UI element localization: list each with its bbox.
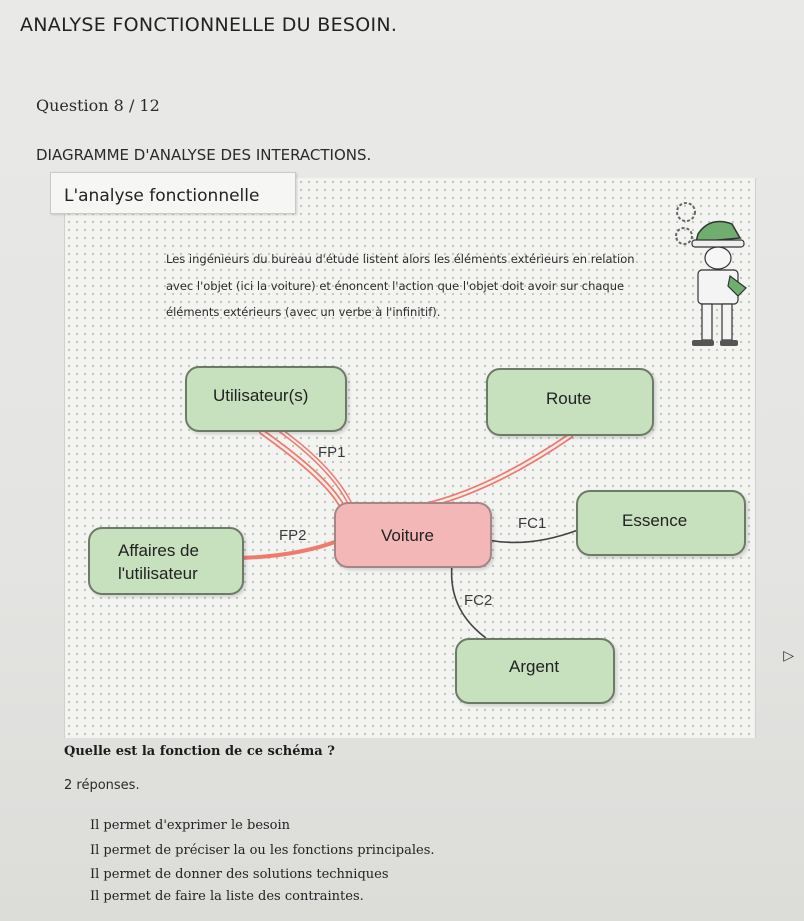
triangle-marker-icon: ▷ xyxy=(783,648,794,664)
node-utilisateur xyxy=(185,366,347,432)
page-title: ANALYSE FONCTIONNELLE DU BESOIN. xyxy=(20,14,398,36)
fc1-label: FC1 xyxy=(518,515,547,532)
node-essence-label: Essence xyxy=(622,511,688,530)
engineer-mascot-icon xyxy=(668,194,750,360)
answer-option-3[interactable]: Il permet de donner des solutions techniques xyxy=(90,867,389,882)
node-affaires-label-2: l'utilisateur xyxy=(118,564,198,583)
node-route xyxy=(486,368,654,436)
panel-tab-title: L'analyse fonctionnelle xyxy=(64,186,260,206)
fc2-label: FC2 xyxy=(464,592,493,609)
node-affaires-label-1: Affaires de xyxy=(118,541,199,560)
intro-line-3: éléments extérieurs (avec un verbe à l'infinitif). xyxy=(166,305,441,319)
node-affaires xyxy=(88,527,244,595)
node-route-label: Route xyxy=(546,389,592,408)
node-essence xyxy=(576,490,746,556)
answer-option-2[interactable]: Il permet de préciser la ou les fonctions principales. xyxy=(90,843,435,858)
intro-line-2: avec l'objet (ici la voiture) et énoncent l'action que l'objet doit avoir sur chaque xyxy=(166,279,625,293)
node-argent-label: Argent xyxy=(509,657,560,676)
node-voiture-label: Voiture xyxy=(381,526,434,545)
node-voiture xyxy=(334,502,492,568)
fp2-label: FP2 xyxy=(279,527,307,544)
quiz-question: Quelle est la fonction de ce schéma ? xyxy=(64,744,335,759)
question-counter: Question 8 / 12 xyxy=(36,96,160,115)
answer-option-1[interactable]: Il permet d'exprimer le besoin xyxy=(90,818,291,833)
intro-line-1: Les ingénieurs du bureau d'étude listent alors les éléments extérieurs en relation xyxy=(166,252,635,266)
answers-count: 2 réponses. xyxy=(64,778,140,793)
fp1-label: FP1 xyxy=(318,444,346,461)
answer-option-4[interactable]: Il permet de faire la liste des contraintes. xyxy=(90,889,364,904)
node-utilisateur-label: Utilisateur(s) xyxy=(213,386,309,405)
section-title: DIAGRAMME D'ANALYSE DES INTERACTIONS. xyxy=(36,146,372,164)
node-argent xyxy=(455,638,615,704)
